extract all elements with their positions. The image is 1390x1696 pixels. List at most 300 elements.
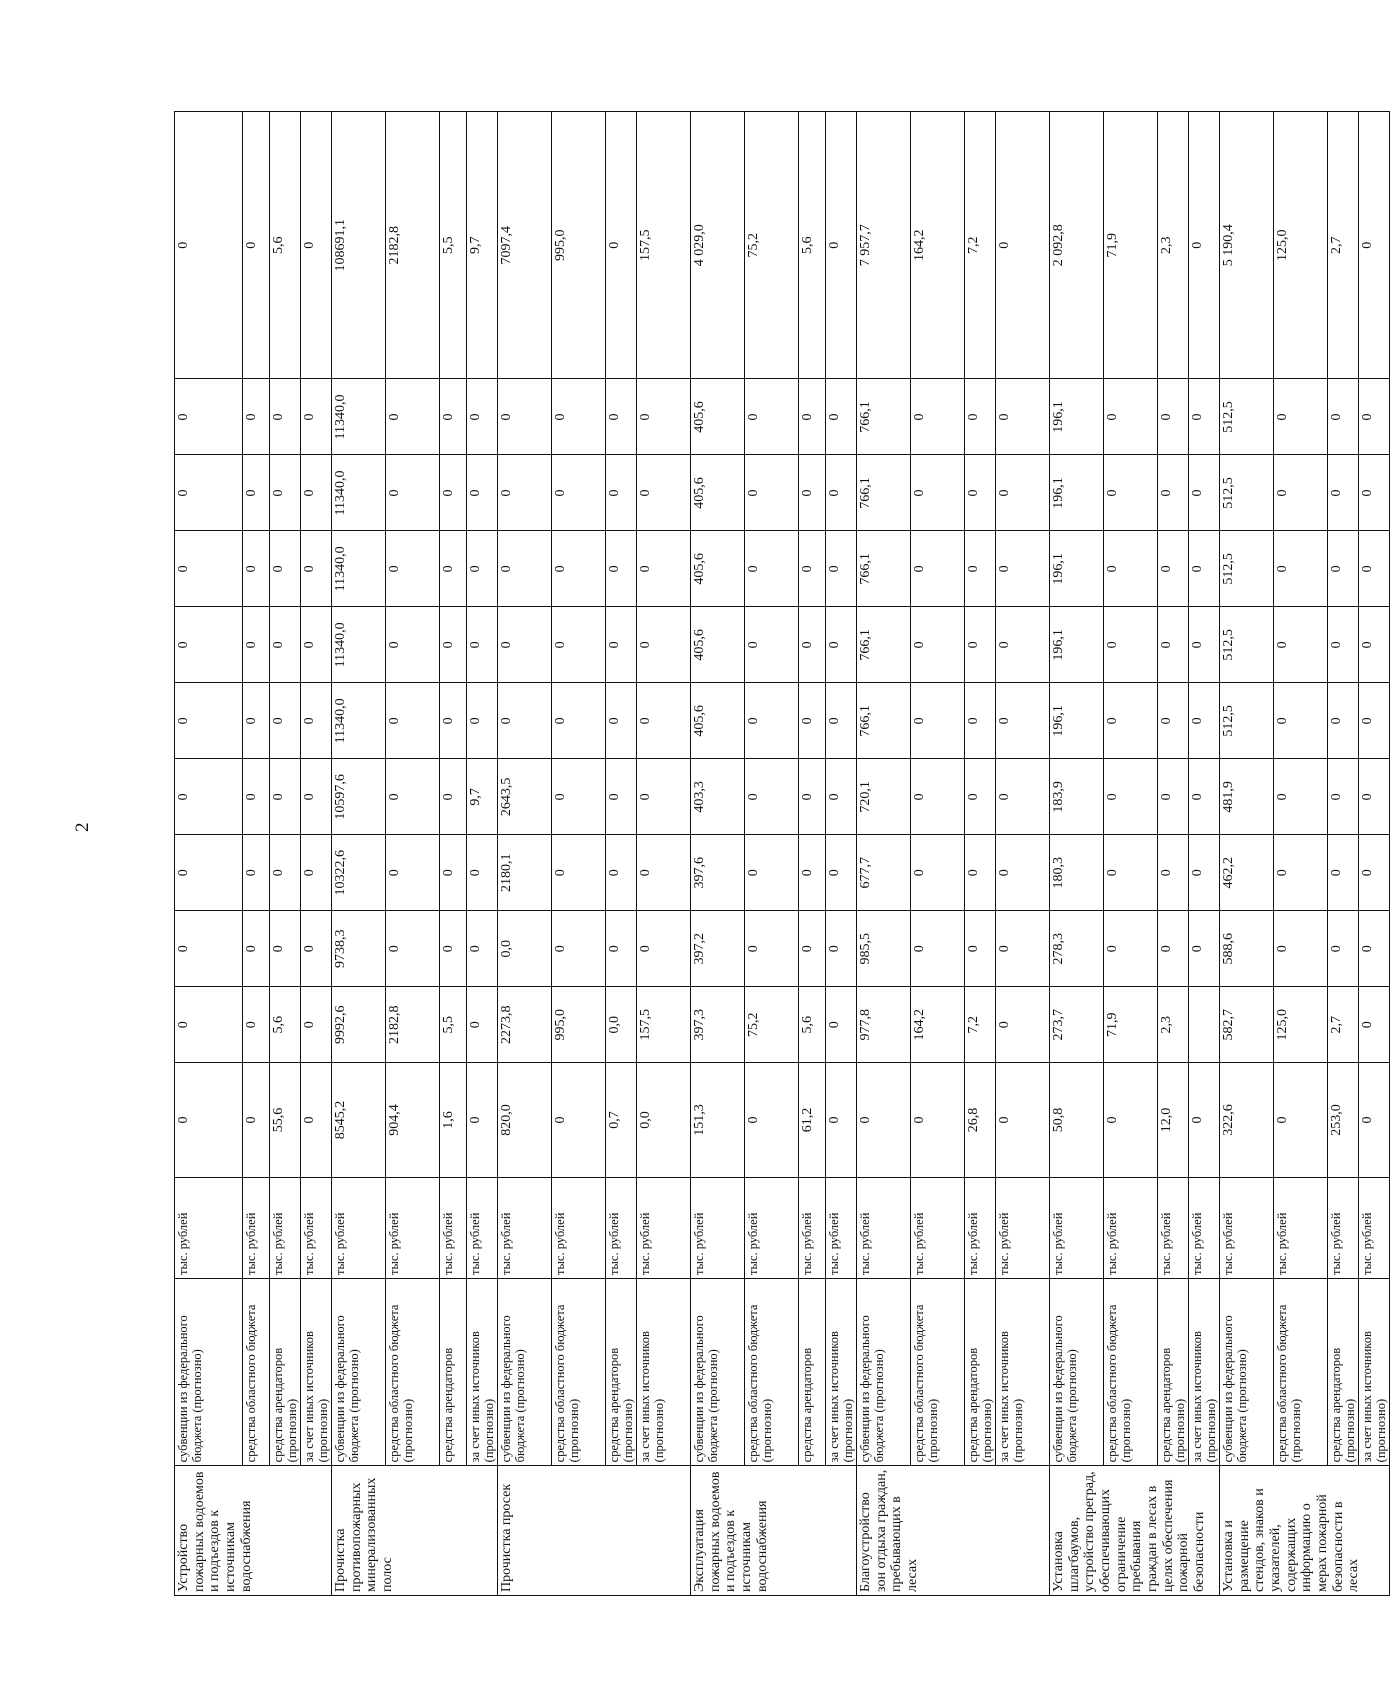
- value-cell: 677,7: [857, 835, 911, 911]
- value-cell: 0: [1274, 379, 1328, 455]
- value-cell: 0: [386, 379, 440, 455]
- value-cell: 405,6: [691, 455, 745, 531]
- value-cell: 512,5: [1220, 455, 1274, 531]
- value-cell: 61,2: [799, 1063, 826, 1177]
- total-cell: 0: [243, 112, 270, 379]
- value-cell: 0: [1158, 911, 1189, 987]
- value-cell: 0: [857, 1063, 911, 1177]
- unit-cell: тыс. рублей: [440, 1177, 467, 1278]
- table-row: [386, 112, 440, 1596]
- value-cell: 0: [1359, 455, 1390, 531]
- funding-source-cell: средства областного бюджета (прогнозно): [911, 1278, 965, 1465]
- value-cell: 2,7: [1328, 987, 1359, 1063]
- total-cell: 2,3: [1158, 112, 1189, 379]
- value-cell: 0: [243, 911, 270, 987]
- value-cell: 0: [301, 455, 332, 531]
- value-cell: 0: [911, 607, 965, 683]
- value-cell: 0: [243, 455, 270, 531]
- value-cell: 0: [965, 759, 996, 835]
- value-cell: 0: [1158, 835, 1189, 911]
- value-cell: 0: [965, 911, 996, 987]
- funding-source-cell: средства арендаторов (прогнозно): [1328, 1278, 1359, 1465]
- value-cell: 0: [799, 683, 826, 759]
- value-cell: 0: [911, 531, 965, 607]
- total-cell: 0: [606, 112, 637, 379]
- value-cell: 0: [552, 455, 606, 531]
- value-cell: 9,7: [467, 759, 498, 835]
- value-cell: 0: [1104, 683, 1158, 759]
- value-cell: 0: [911, 379, 965, 455]
- activity-cell: Установка и размещение стендов, знаков и указателей, содержащих информацию о мерах пожарной безопасности в лесах: [1220, 1466, 1390, 1596]
- value-cell: 0: [1359, 683, 1390, 759]
- table-row: [467, 112, 498, 1596]
- value-cell: 0: [911, 683, 965, 759]
- value-cell: 0: [243, 1063, 270, 1177]
- value-cell: 183,9: [1050, 759, 1104, 835]
- value-cell: 157,5: [637, 987, 691, 1063]
- total-cell: 71,9: [1104, 112, 1158, 379]
- value-cell: 766,1: [857, 455, 911, 531]
- funding-source-cell: средства арендаторов (прогнозно): [965, 1278, 996, 1465]
- value-cell: 0: [826, 379, 857, 455]
- value-cell: 0: [637, 683, 691, 759]
- value-cell: 0: [745, 531, 799, 607]
- value-cell: 2182,8: [386, 987, 440, 1063]
- value-cell: 0: [826, 911, 857, 987]
- unit-cell: тыс. рублей: [911, 1177, 965, 1278]
- value-cell: 0: [175, 1063, 243, 1177]
- value-cell: 0: [386, 607, 440, 683]
- value-cell: 0: [1359, 835, 1390, 911]
- funding-source-cell: средства областного бюджета (прогнозно): [552, 1278, 606, 1465]
- funding-source-cell: субвенции из федерального бюджета (прогнозно): [857, 1278, 911, 1465]
- value-cell: 0: [243, 683, 270, 759]
- unit-cell: тыс. рублей: [270, 1177, 301, 1278]
- value-cell: 0,7: [606, 1063, 637, 1177]
- value-cell: 0: [552, 607, 606, 683]
- value-cell: 0: [799, 379, 826, 455]
- value-cell: 5,5: [440, 987, 467, 1063]
- value-cell: 0: [467, 1063, 498, 1177]
- value-cell: 2,3: [1158, 987, 1189, 1063]
- value-cell: 0: [606, 607, 637, 683]
- value-cell: 481,9: [1220, 759, 1274, 835]
- unit-cell: тыс. рублей: [1220, 1177, 1274, 1278]
- value-cell: 766,1: [857, 683, 911, 759]
- value-cell: 0: [1158, 531, 1189, 607]
- value-cell: 0: [996, 683, 1050, 759]
- value-cell: 405,6: [691, 379, 745, 455]
- unit-cell: тыс. рублей: [1189, 1177, 1220, 1278]
- value-cell: 9738,3: [332, 911, 386, 987]
- value-cell: 0: [467, 683, 498, 759]
- table-row: [301, 112, 332, 1596]
- value-cell: 0: [1274, 911, 1328, 987]
- value-cell: 0: [996, 607, 1050, 683]
- table-row: [552, 112, 606, 1596]
- value-cell: 0: [175, 911, 243, 987]
- activity-cell: Установка шлагбаумов, устройство преград, обеспечивающих ограничение пребывания граждан в лесах в целях обеспечения пожарной безопасности: [1050, 1466, 1220, 1596]
- activity-cell: Прочистка противопожарных минерализованных полос: [332, 1466, 498, 1596]
- funding-source-cell: за счет иных источников (прогнозно): [467, 1278, 498, 1465]
- value-cell: 0: [606, 531, 637, 607]
- value-cell: 0: [301, 759, 332, 835]
- value-cell: 0: [1359, 987, 1390, 1063]
- value-cell: 10597,6: [332, 759, 386, 835]
- value-cell: 0: [386, 455, 440, 531]
- value-cell: 0: [243, 531, 270, 607]
- value-cell: 0: [1274, 531, 1328, 607]
- value-cell: 0: [552, 911, 606, 987]
- table-row: [332, 112, 386, 1596]
- value-cell: 512,5: [1220, 683, 1274, 759]
- value-cell: 11340,0: [332, 455, 386, 531]
- funding-source-cell: за счет иных источников (прогнозно): [1359, 1278, 1390, 1465]
- value-cell: 0: [799, 911, 826, 987]
- value-cell: 0: [826, 531, 857, 607]
- value-cell: 0: [965, 835, 996, 911]
- budget-table-rotated: [174, 111, 1388, 1596]
- value-cell: 0: [175, 455, 243, 531]
- value-cell: 0: [1359, 607, 1390, 683]
- value-cell: 405,6: [691, 531, 745, 607]
- value-cell: 462,2: [1220, 835, 1274, 911]
- value-cell: 0: [386, 683, 440, 759]
- total-cell: 5 190,4: [1220, 112, 1274, 379]
- value-cell: 512,5: [1220, 379, 1274, 455]
- value-cell: 0: [1359, 1063, 1390, 1177]
- value-cell: 0,0: [606, 987, 637, 1063]
- value-cell: 0: [911, 1063, 965, 1177]
- value-cell: 582,7: [1220, 987, 1274, 1063]
- value-cell: 0: [637, 911, 691, 987]
- unit-cell: тыс. рублей: [467, 1177, 498, 1278]
- unit-cell: тыс. рублей: [691, 1177, 745, 1278]
- value-cell: 0: [1104, 607, 1158, 683]
- value-cell: 0: [911, 835, 965, 911]
- value-cell: 0,0: [498, 911, 552, 987]
- value-cell: 0: [1104, 835, 1158, 911]
- value-cell: 0: [1359, 911, 1390, 987]
- value-cell: 0: [1328, 683, 1359, 759]
- value-cell: 0: [826, 835, 857, 911]
- total-cell: 0: [826, 112, 857, 379]
- activity-cell: Благоустройство зон отдыха граждан, пребывающих в лесах: [857, 1466, 1050, 1596]
- value-cell: 0: [175, 683, 243, 759]
- total-cell: 0: [1189, 112, 1220, 379]
- table-row: [691, 112, 745, 1596]
- value-cell: 0: [175, 379, 243, 455]
- value-cell: 0: [606, 455, 637, 531]
- value-cell: 0: [1328, 379, 1359, 455]
- total-cell: 9,7: [467, 112, 498, 379]
- total-cell: 995,0: [552, 112, 606, 379]
- value-cell: 0: [1189, 911, 1220, 987]
- funding-source-cell: субвенции из федерального бюджета (прогнозно): [1050, 1278, 1104, 1465]
- value-cell: 0: [270, 455, 301, 531]
- value-cell: 0: [637, 531, 691, 607]
- value-cell: 0: [1158, 607, 1189, 683]
- value-cell: 0: [301, 835, 332, 911]
- total-cell: 2182,8: [386, 112, 440, 379]
- value-cell: 0: [1189, 531, 1220, 607]
- value-cell: 0: [996, 835, 1050, 911]
- unit-cell: тыс. рублей: [1274, 1177, 1328, 1278]
- value-cell: 8545,2: [332, 1063, 386, 1177]
- value-cell: 766,1: [857, 379, 911, 455]
- value-cell: 0: [965, 607, 996, 683]
- value-cell: 0: [1274, 759, 1328, 835]
- funding-source-cell: средства арендаторов: [799, 1278, 826, 1465]
- total-cell: 4 029,0: [691, 112, 745, 379]
- total-cell: 157,5: [637, 112, 691, 379]
- value-cell: 0: [799, 759, 826, 835]
- value-cell: 0: [270, 835, 301, 911]
- total-cell: 0: [301, 112, 332, 379]
- value-cell: 0: [498, 607, 552, 683]
- value-cell: 985,5: [857, 911, 911, 987]
- value-cell: 0: [1274, 455, 1328, 531]
- table-row: [857, 112, 911, 1596]
- funding-source-cell: субвенции из федерального бюджета (прогнозно): [1220, 1278, 1274, 1465]
- funding-source-cell: субвенции из федерального бюджета (прогнозно): [332, 1278, 386, 1465]
- unit-cell: тыс. рублей: [1050, 1177, 1104, 1278]
- value-cell: 0: [440, 607, 467, 683]
- table-row: [1189, 112, 1220, 1596]
- table-row: [799, 112, 826, 1596]
- table-row: [440, 112, 467, 1596]
- total-cell: 5,5: [440, 112, 467, 379]
- value-cell: 2180,1: [498, 835, 552, 911]
- value-cell: 0: [467, 531, 498, 607]
- value-cell: 0: [301, 987, 332, 1063]
- value-cell: 0: [1274, 683, 1328, 759]
- value-cell: 0: [1328, 607, 1359, 683]
- value-cell: 0: [996, 1063, 1050, 1177]
- value-cell: 0: [1158, 379, 1189, 455]
- unit-cell: тыс. рублей: [996, 1177, 1050, 1278]
- table-row: [1274, 112, 1328, 1596]
- funding-source-cell: за счет иных источников (прогнозно): [301, 1278, 332, 1465]
- value-cell: 196,1: [1050, 455, 1104, 531]
- table-row: [965, 112, 996, 1596]
- value-cell: 0: [498, 455, 552, 531]
- value-cell: 0: [1104, 531, 1158, 607]
- table-row: [243, 112, 270, 1596]
- value-cell: 0: [440, 911, 467, 987]
- value-cell: 12,0: [1158, 1063, 1189, 1177]
- value-cell: 0: [637, 379, 691, 455]
- value-cell: 0: [799, 455, 826, 531]
- value-cell: 0: [745, 455, 799, 531]
- value-cell: 196,1: [1050, 379, 1104, 455]
- value-cell: 512,5: [1220, 531, 1274, 607]
- funding-source-cell: средства арендаторов (прогнозно): [1158, 1278, 1189, 1465]
- value-cell: 0: [1328, 455, 1359, 531]
- value-cell: 75,2: [745, 987, 799, 1063]
- value-cell: 151,3: [691, 1063, 745, 1177]
- value-cell: 11340,0: [332, 607, 386, 683]
- table-row: [826, 112, 857, 1596]
- value-cell: 0: [270, 607, 301, 683]
- value-cell: 11340,0: [332, 379, 386, 455]
- table-row: [911, 112, 965, 1596]
- value-cell: 0: [175, 759, 243, 835]
- value-cell: 0: [467, 379, 498, 455]
- value-cell: 0: [996, 759, 1050, 835]
- total-cell: 125,0: [1274, 112, 1328, 379]
- value-cell: 164,2: [911, 987, 965, 1063]
- unit-cell: тыс. рублей: [857, 1177, 911, 1278]
- funding-source-cell: субвенции из федерального бюджета (прогнозно): [498, 1278, 552, 1465]
- unit-cell: тыс. рублей: [301, 1177, 332, 1278]
- value-cell: 0: [552, 1063, 606, 1177]
- budget-table: [174, 111, 1390, 1596]
- value-cell: 0: [552, 531, 606, 607]
- value-cell: 977,8: [857, 987, 911, 1063]
- value-cell: 5,6: [270, 987, 301, 1063]
- unit-cell: тыс. рублей: [799, 1177, 826, 1278]
- table-row: [996, 112, 1050, 1596]
- value-cell: 0: [996, 531, 1050, 607]
- value-cell: 0: [440, 455, 467, 531]
- unit-cell: тыс. рублей: [498, 1177, 552, 1278]
- value-cell: 0: [1158, 455, 1189, 531]
- value-cell: 0: [637, 607, 691, 683]
- value-cell: 0: [606, 379, 637, 455]
- value-cell: 0: [745, 911, 799, 987]
- value-cell: 0: [1359, 759, 1390, 835]
- table-row: [637, 112, 691, 1596]
- value-cell: 0: [175, 835, 243, 911]
- value-cell: 0: [799, 607, 826, 683]
- table-row: [1328, 112, 1359, 1596]
- value-cell: 0: [1274, 607, 1328, 683]
- value-cell: [1189, 987, 1220, 1063]
- funding-source-cell: субвенции из федерального бюджета (прогнозно): [691, 1278, 745, 1465]
- total-cell: 0: [175, 112, 243, 379]
- value-cell: 405,6: [691, 683, 745, 759]
- funding-source-cell: средства областного бюджета: [243, 1278, 270, 1465]
- value-cell: 0: [301, 1063, 332, 1177]
- value-cell: 904,4: [386, 1063, 440, 1177]
- value-cell: 50,8: [1050, 1063, 1104, 1177]
- value-cell: 9992,6: [332, 987, 386, 1063]
- value-cell: 0: [1189, 379, 1220, 455]
- value-cell: 5,6: [799, 987, 826, 1063]
- value-cell: 0: [552, 683, 606, 759]
- value-cell: 0: [965, 683, 996, 759]
- value-cell: 0: [965, 379, 996, 455]
- unit-cell: тыс. рублей: [332, 1177, 386, 1278]
- table-row: [175, 112, 243, 1596]
- funding-source-cell: средства арендаторов: [440, 1278, 467, 1465]
- funding-source-cell: средства областного бюджета (прогнозно): [1104, 1278, 1158, 1465]
- value-cell: 0: [745, 1063, 799, 1177]
- value-cell: 0: [301, 379, 332, 455]
- value-cell: 0: [826, 455, 857, 531]
- value-cell: 0: [637, 455, 691, 531]
- value-cell: 0: [996, 911, 1050, 987]
- value-cell: 7,2: [965, 987, 996, 1063]
- value-cell: 0: [498, 683, 552, 759]
- value-cell: 0: [552, 379, 606, 455]
- value-cell: 0: [1158, 683, 1189, 759]
- value-cell: 0: [270, 531, 301, 607]
- value-cell: 0: [745, 607, 799, 683]
- value-cell: 125,0: [1274, 987, 1328, 1063]
- value-cell: 0: [243, 835, 270, 911]
- value-cell: 0: [606, 683, 637, 759]
- activity-cell: Прочистка просек: [498, 1466, 691, 1596]
- value-cell: 0: [243, 607, 270, 683]
- table-row: [1158, 112, 1189, 1596]
- value-cell: 0: [386, 531, 440, 607]
- value-cell: 397,6: [691, 835, 745, 911]
- value-cell: 766,1: [857, 607, 911, 683]
- unit-cell: тыс. рублей: [175, 1177, 243, 1278]
- table-row: [1104, 112, 1158, 1596]
- value-cell: 0,0: [637, 1063, 691, 1177]
- funding-source-cell: субвенции из федерального бюджета (прогнозно): [175, 1278, 243, 1465]
- total-cell: 7,2: [965, 112, 996, 379]
- value-cell: 0: [745, 759, 799, 835]
- funding-source-cell: средства арендаторов (прогнозно): [270, 1278, 301, 1465]
- value-cell: 397,2: [691, 911, 745, 987]
- value-cell: 0: [467, 835, 498, 911]
- value-cell: 995,0: [552, 987, 606, 1063]
- unit-cell: тыс. рублей: [386, 1177, 440, 1278]
- value-cell: 0: [270, 683, 301, 759]
- value-cell: 0: [386, 835, 440, 911]
- value-cell: 0: [440, 683, 467, 759]
- unit-cell: тыс. рублей: [965, 1177, 996, 1278]
- value-cell: 0: [175, 607, 243, 683]
- value-cell: 0: [243, 759, 270, 835]
- value-cell: 10322,6: [332, 835, 386, 911]
- value-cell: 820,0: [498, 1063, 552, 1177]
- value-cell: 1,6: [440, 1063, 467, 1177]
- funding-source-cell: за счет иных источников (прогнозно): [996, 1278, 1050, 1465]
- value-cell: 0: [826, 987, 857, 1063]
- value-cell: 0: [498, 379, 552, 455]
- value-cell: 0: [996, 455, 1050, 531]
- value-cell: 11340,0: [332, 531, 386, 607]
- value-cell: 0: [301, 911, 332, 987]
- value-cell: 0: [1274, 835, 1328, 911]
- value-cell: 0: [440, 379, 467, 455]
- value-cell: 0: [799, 531, 826, 607]
- table-row: [270, 112, 301, 1596]
- value-cell: 0: [1328, 531, 1359, 607]
- value-cell: 0: [1328, 835, 1359, 911]
- unit-cell: тыс. рублей: [637, 1177, 691, 1278]
- value-cell: 0: [1189, 607, 1220, 683]
- value-cell: 278,3: [1050, 911, 1104, 987]
- value-cell: 0: [637, 835, 691, 911]
- value-cell: 253,0: [1328, 1063, 1359, 1177]
- value-cell: 11340,0: [332, 683, 386, 759]
- value-cell: 0: [1189, 835, 1220, 911]
- total-cell: 7 957,7: [857, 112, 911, 379]
- value-cell: 0: [243, 987, 270, 1063]
- table-row: [745, 112, 799, 1596]
- value-cell: 0: [996, 987, 1050, 1063]
- value-cell: 0: [386, 759, 440, 835]
- unit-cell: тыс. рублей: [1158, 1177, 1189, 1278]
- value-cell: 0: [606, 835, 637, 911]
- value-cell: 0: [745, 835, 799, 911]
